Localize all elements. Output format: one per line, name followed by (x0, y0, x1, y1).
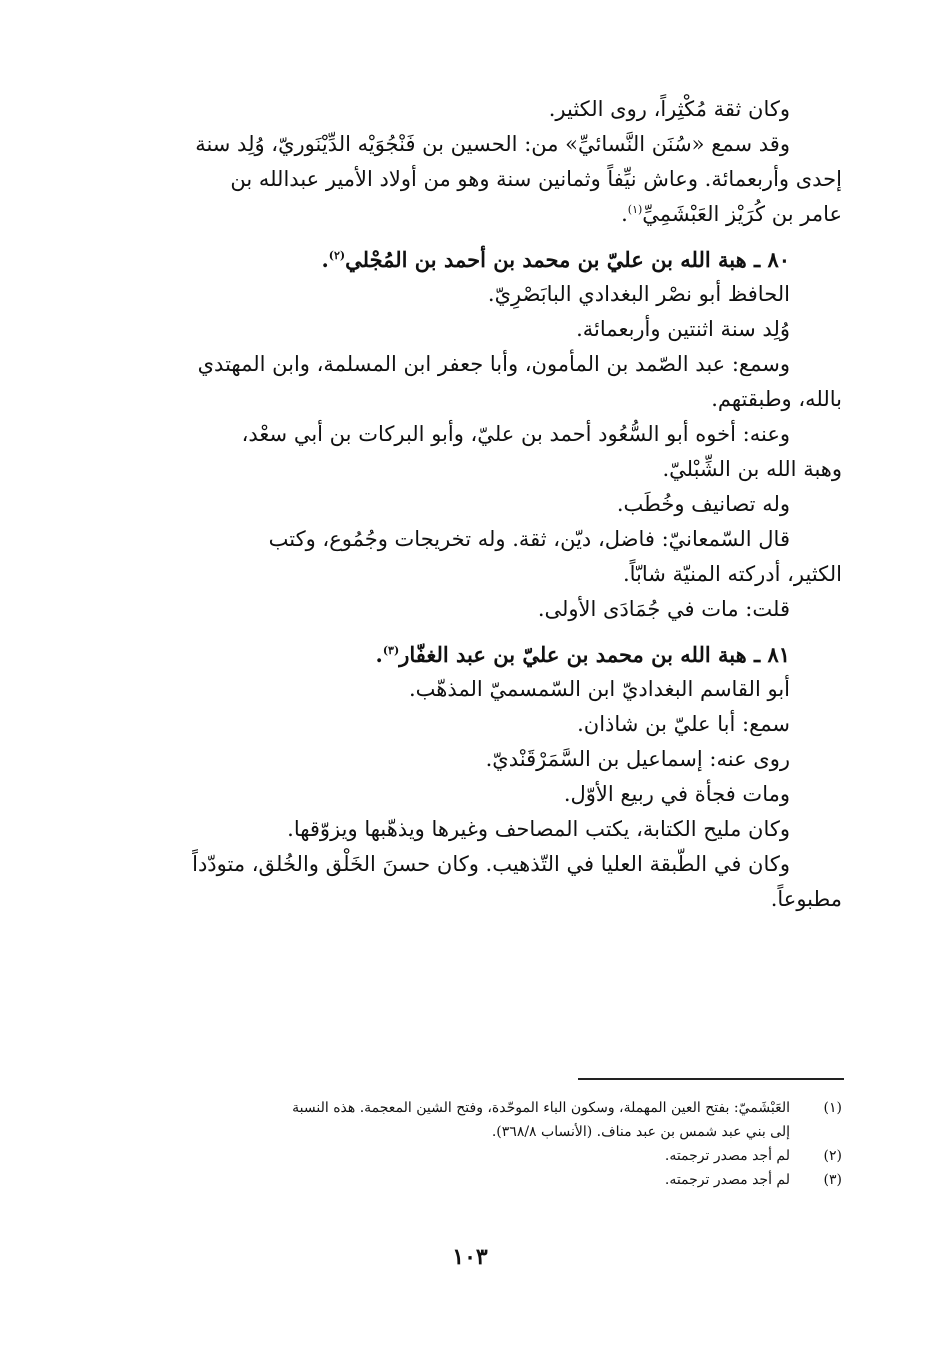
text-line: سمع: أبا عليّ بن شاذان. (577, 712, 790, 736)
text-line: ومات فجأة في ربيع الأوّل. (563, 782, 790, 806)
footnote-ref: (٢) (328, 249, 346, 262)
text-line: وهبة الله بن الشِّبْليّ. (662, 457, 842, 481)
main-text (120, 92, 842, 917)
text-line: وقد سمع «سُنَن النَّسائيِّ» من: الحسين بن فَنْجُوَيْه الدِّيْنَوريّ، وُلِد سنة (195, 132, 790, 156)
footnote-number: (١) (823, 1100, 842, 1116)
footnote-number: (٣) (823, 1172, 842, 1188)
text-line: قال السّمعانيّ: فاضل، ديّن، ثقة. وله تخريجات وجُمُوع، وكتب (268, 527, 790, 551)
entry-title: ٨٠ ـ هبة الله بن عليّ بن محمد بن أحمد بن المُجْلي (345, 247, 790, 272)
text-line: أبو القاسم البغداديّ ابن السّمسميّ المذهّب. (409, 677, 790, 701)
footnote (120, 1168, 842, 1192)
spacer (120, 627, 842, 637)
footnote-line: لم أجد مصدر ترجمته. (664, 1172, 790, 1188)
footnotes (120, 1096, 842, 1192)
footnote (120, 1144, 842, 1168)
period: . (621, 202, 628, 226)
footnote-text (120, 1144, 790, 1168)
text-line: وكان في الطّبقة العليا في التّذهيب. وكان حسنَ الخَلْق والخُلق، متودّداً (192, 852, 790, 876)
footnote-line: العَبْشَميّ: بفتح العين المهملة، وسكون الباء الموحّدة، وفتح الشين المعجمة. هذه النسبة (292, 1100, 790, 1116)
text-line: وكان ثقة مُكْثِراً، روى الكثير. (548, 97, 790, 121)
period: . (375, 642, 383, 667)
text-line: وسمع: عبد الصّمد بن المأمون، وأبا جعفر ابن المسلمة، وابن المهتدي (197, 352, 790, 376)
text-line (120, 197, 842, 232)
footnote-number: (٢) (823, 1148, 842, 1164)
footnote-text (120, 1096, 790, 1144)
text-line: مطبوعاً. (770, 887, 842, 911)
spacer (120, 232, 842, 242)
entry-heading (120, 242, 842, 277)
text-line: قلت: مات في جُمَادَى الأولى. (537, 597, 790, 621)
text-line: وله تصانيف وخُطَب. (616, 492, 790, 516)
text-line: إحدى وأربعمائة. وعاش نيِّفاً وثمانين سنة وهو من أولاد الأمير عبدالله بن (230, 167, 842, 191)
period: . (321, 247, 329, 272)
text-line: الحافظ أبو نصْر البغدادي البابَصْرِيّ. (487, 282, 790, 306)
text-segment: عامر بن كُرَيْز العَبْشَمِيِّ (642, 202, 842, 226)
footnote-ref: (٣) (382, 644, 400, 657)
page-number: ١٠٣ (452, 1244, 488, 1270)
text-line: وكان مليح الكتابة، يكتب المصاحف وغيرها ويذهّبها ويزوّقها. (287, 817, 790, 841)
footnote-divider (578, 1078, 844, 1080)
footnote-ref: (١) (627, 203, 643, 216)
footnote-line: إلى بني عبد شمس بن عبد مناف. (الأنساب ٣٦٨/٨). (491, 1124, 790, 1140)
text-line: وُلِد سنة اثنتين وأربعمائة. (576, 317, 790, 341)
text-line: وعنه: أخوه أبو السُّعُود أحمد بن عليّ، وأبو البركات بن أبي سعْد، (241, 422, 790, 446)
entry-heading (120, 637, 842, 672)
text-line: روى عنه: إسماعيل بن السَّمَرْقَنْديّ. (485, 747, 790, 771)
text-line: بالله، وطبقتهم. (711, 387, 842, 411)
footnote-line: لم أجد مصدر ترجمته. (664, 1148, 790, 1164)
footnote-text (120, 1168, 790, 1192)
entry-title: ٨١ ـ هبة الله بن محمد بن عليّ بن عبد الغفّار (399, 642, 790, 667)
footnote (120, 1096, 842, 1144)
text-line: الكثير، أدركته المنيّة شابّاً. (622, 562, 842, 586)
